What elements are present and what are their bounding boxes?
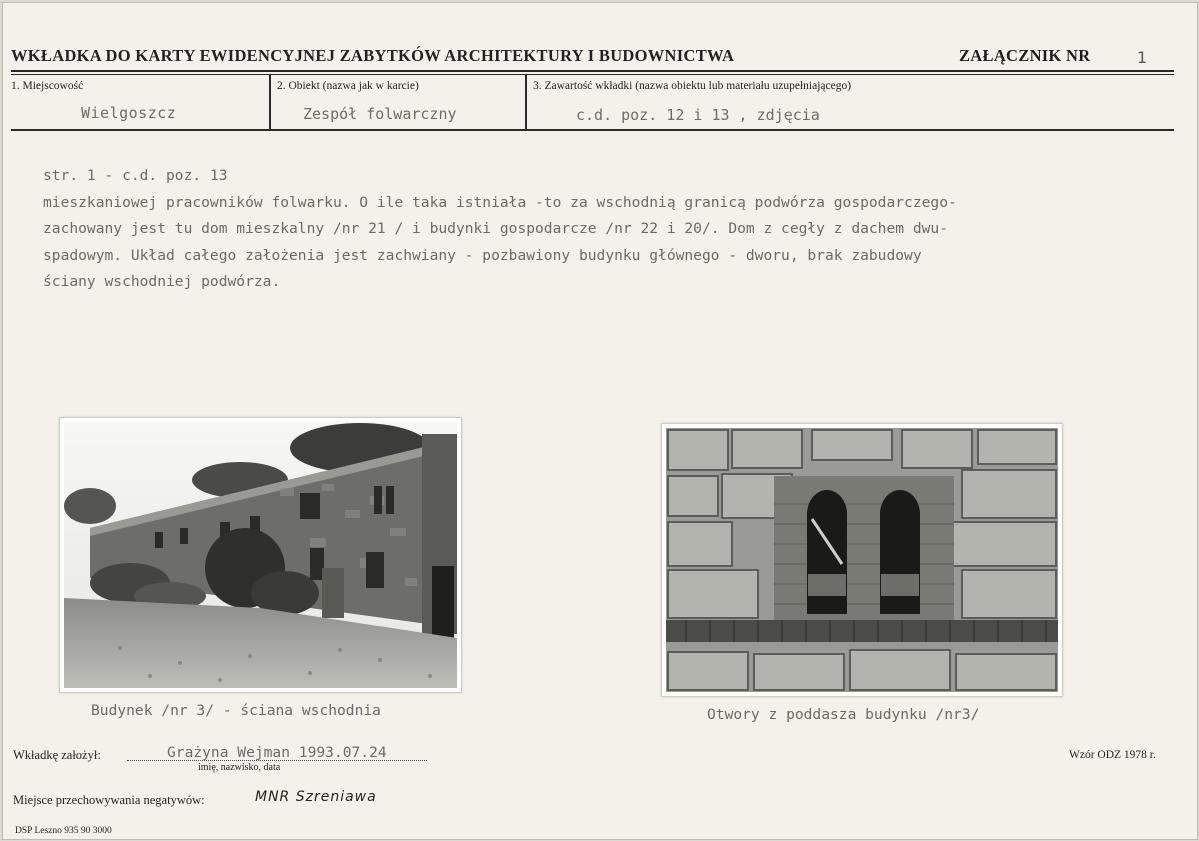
field-2-value: Zespół folwarczny <box>303 105 457 123</box>
field-3-label: 3. Zawartość wkładki (nazwa obiektu lub materiału uzupełniającego) <box>533 80 852 92</box>
description-line: mieszkaniowej pracowników folwarku. O ile taka istniała -to za wschodnią granicą podwórza gospodarczego- <box>43 193 957 211</box>
form-code: Wzór ODZ 1978 r. <box>1069 749 1156 761</box>
founder-value: Grażyna Wejman 1993.07.24 <box>167 744 387 761</box>
photo-1-caption: Budynek /nr 3/ - ściana wschodnia <box>91 702 381 719</box>
negatives-value: MNR Szreniawa <box>255 789 377 805</box>
record-sheet <box>2 2 1198 840</box>
description-line: zachowany jest tu dom mieszkalny /nr 21 / i budynki gospodarcze /nr 22 i 20/. Dom z cegły z dachem dwu- <box>43 220 948 237</box>
description-line: ściany wschodniej podwórza. <box>43 273 281 290</box>
description-line: str. 1 - c.d. poz. 13 <box>43 167 228 184</box>
photo-2-caption: Otwory z poddasza budynku /nr3/ <box>707 706 980 723</box>
photo-attic-openings <box>661 423 1063 697</box>
field-divider-2 <box>525 75 527 129</box>
fields-rule-bottom <box>11 129 1174 131</box>
header-rule-top <box>11 70 1174 72</box>
field-3-value: c.d. poz. 12 i 13 , zdjęcia <box>576 106 820 124</box>
attachment-number: 1 <box>1137 48 1148 67</box>
founder-sublabel: imię, nazwisko, data <box>198 762 281 773</box>
field-2-label: 2. Obiekt (nazwa jak w karcie) <box>277 80 419 92</box>
header-rule-top-thin <box>11 74 1174 75</box>
form-title: WKŁADKA DO KARTY EWIDENCYJNEJ ZABYTKÓW ARCHITEKTURY I BUDOWNICTWA <box>11 46 735 65</box>
founder-label: Wkładkę założył: <box>13 748 101 762</box>
printer-info: DSP Leszno 935 90 3000 <box>15 826 112 836</box>
description-line: spadowym. Układ całego założenia jest zachwiany - pozbawiony budynku głównego - dworu, brak zabudowy <box>43 246 922 264</box>
description-text <box>43 163 1163 296</box>
field-1-value: Wielgoszcz <box>81 104 177 122</box>
attachment-label: ZAŁĄCZNIK NR <box>959 46 1091 65</box>
negatives-label: Miejsce przechowywania negatywów: <box>13 793 205 807</box>
field-divider-1 <box>269 75 271 129</box>
field-1-label: 1. Miejscowość <box>11 80 84 92</box>
photo-building-east-wall <box>59 417 462 693</box>
